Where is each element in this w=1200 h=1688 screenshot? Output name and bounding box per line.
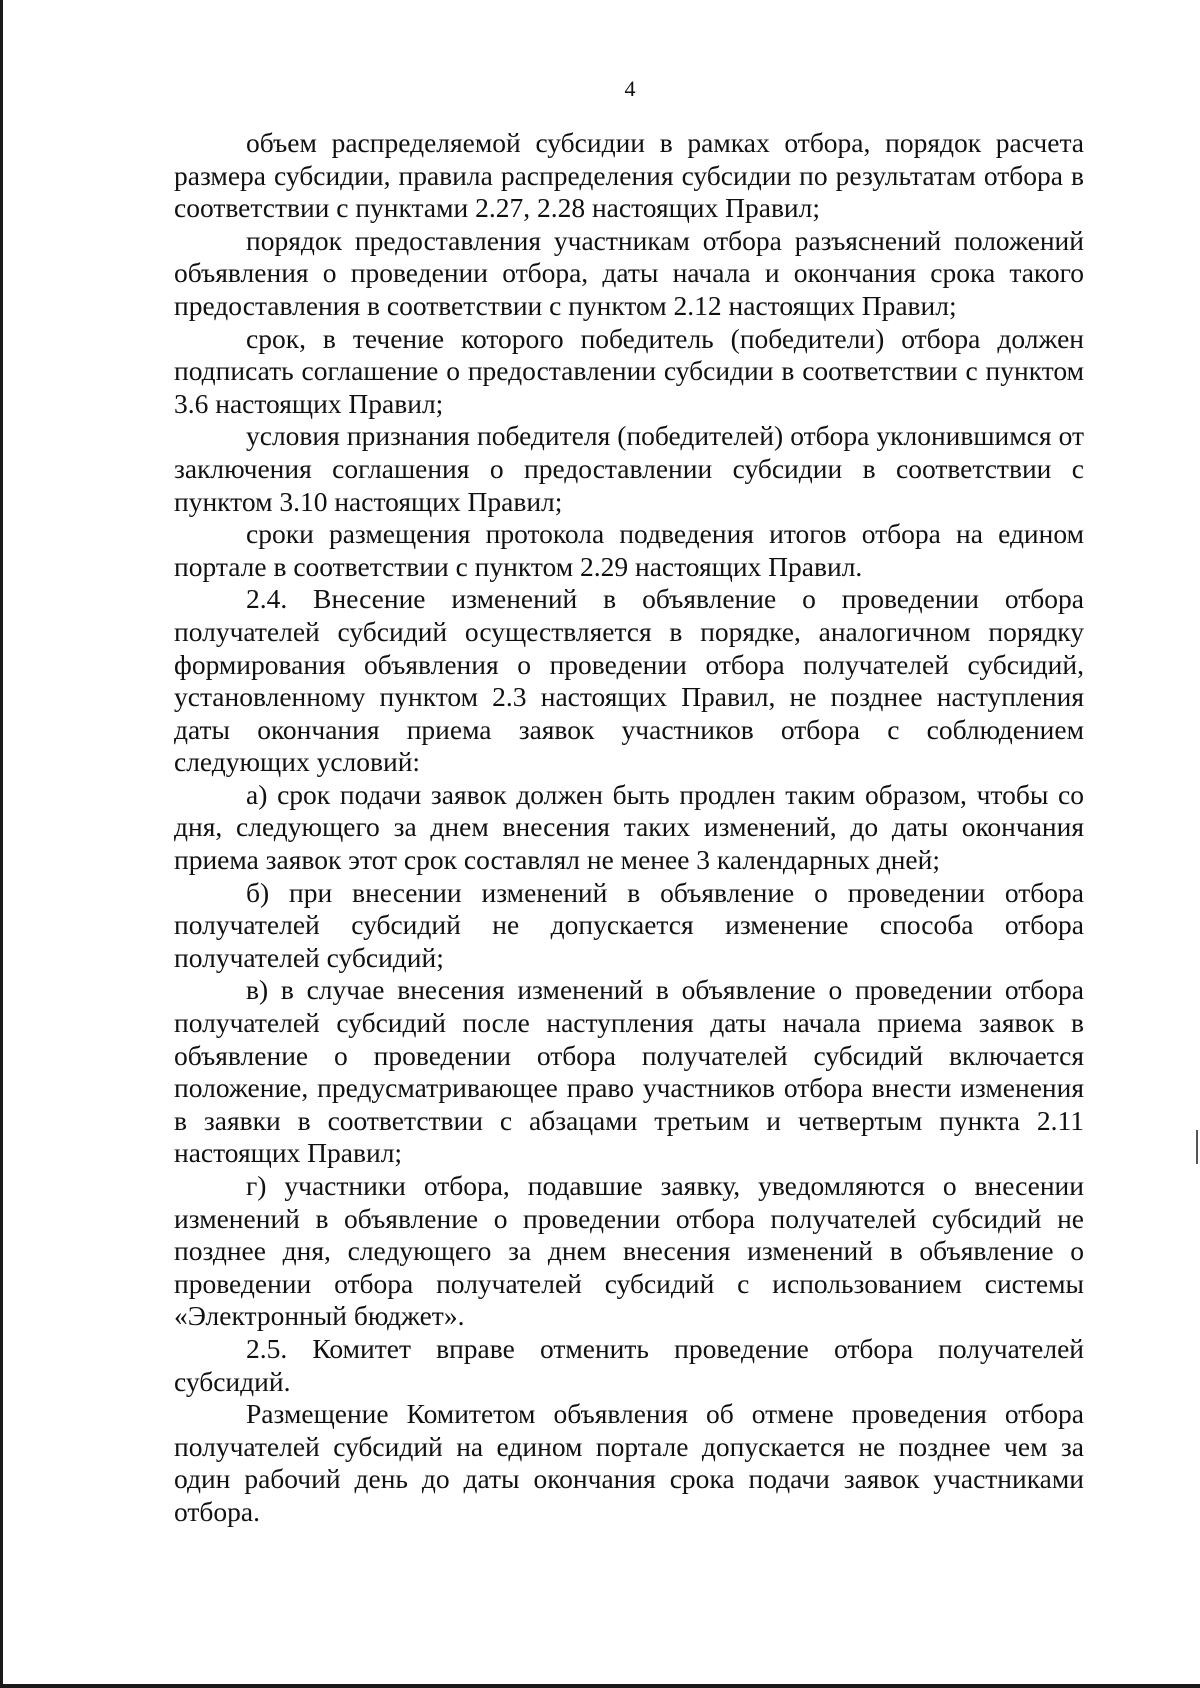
paragraph-agreement-term: срок, в течение которого победитель (победители) отбора должен подписать соглашение о предоставлении субсидии в соответствии с пунктом 3.6 настоящих Правил; <box>174 322 1084 419</box>
paragraph-2-5: 2.5. Комитет вправе отменить проведение отбора получателей субсидий. <box>174 1332 1084 1397</box>
paragraph-2-4-a: а) срок подачи заявок должен быть продлен таким образом, чтобы со дня, следующего за днем внесения таких изменений, до даты окончания приема заявок этот срок составлял не менее 3 календарных дней; <box>174 778 1084 876</box>
paragraph-protocol-terms: сроки размещения протокола подведения итогов отбора на едином портале в соответствии с пунктом 2.29 настоящих Правил. <box>174 518 1084 582</box>
scan-edge-left <box>0 0 3 1688</box>
paragraph-cancellation-notice: Размещение Комитетом объявления об отмене проведения отбора получателей субсидий на едином портале допускается не позднее чем за один рабочий день до даты окончания срока подачи заявок участниками отбора. <box>174 1398 1084 1527</box>
paragraph-2-4: 2.4. Внесение изменений в объявление о проведении отбора получателей субсидий осуществляется в порядке, аналогичном порядку формирования объявления о проведении отбора получателей субсидий, установленному пунктом 2.3 настоящих Правил, не позднее наступления даты окончания приема заявок участников отбора с соблюдением следующих условий: <box>174 583 1084 778</box>
scan-edge-bottom <box>0 1684 1200 1688</box>
paragraph-evasion-conditions: условия признания победителя (победителей) отбора уклонившимся от заключения соглашения о предоставлении субсидии в соответствии с пунктом 3.10 настоящих Правил; <box>174 420 1084 517</box>
paragraph-2-4-b: б) при внесении изменений в объявление о проведении отбора получателей субсидий не допускается изменение способа отбора получателей субсидий; <box>174 876 1084 973</box>
page-number: 4 <box>624 76 636 101</box>
document-body <box>174 127 1084 1529</box>
paragraph-subsidy-volume: объем распределяемой субсидии в рамках отбора, порядок расчета размера субсидии, правила распределения субсидии по результатам отбора в соответствии с пунктами 2.27, 2.28 настоящих Правил; <box>174 127 1084 224</box>
scan-mark-right <box>1196 1130 1198 1164</box>
paragraph-2-4-g: г) участники отбора, подавшие заявку, уведомляются о внесении изменений в объявление о проведении отбора получателей субсидий не позднее дня, следующего за днем внесения изменений в объявление о проведении отбора получателей субсидий с использованием системы «Электронный бюджет». <box>174 1170 1084 1332</box>
paragraph-clarifications: порядок предоставления участникам отбора разъяснений положений объявления о проведении отбора, даты начала и окончания срока такого предоставления в соответствии с пунктом 2.12 настоящих Правил; <box>174 224 1084 321</box>
paragraph-2-4-v: в) в случае внесения изменений в объявление о проведении отбора получателей субсидий после наступления даты начала приема заявок в объявление о проведении отбора получателей субсидий включается положение, предусматривающее право участников отбора внести изменения в заявки в соответствии с абзацами третьим и четвертым пункта 2.11 настоящих Правил; <box>174 974 1084 1169</box>
